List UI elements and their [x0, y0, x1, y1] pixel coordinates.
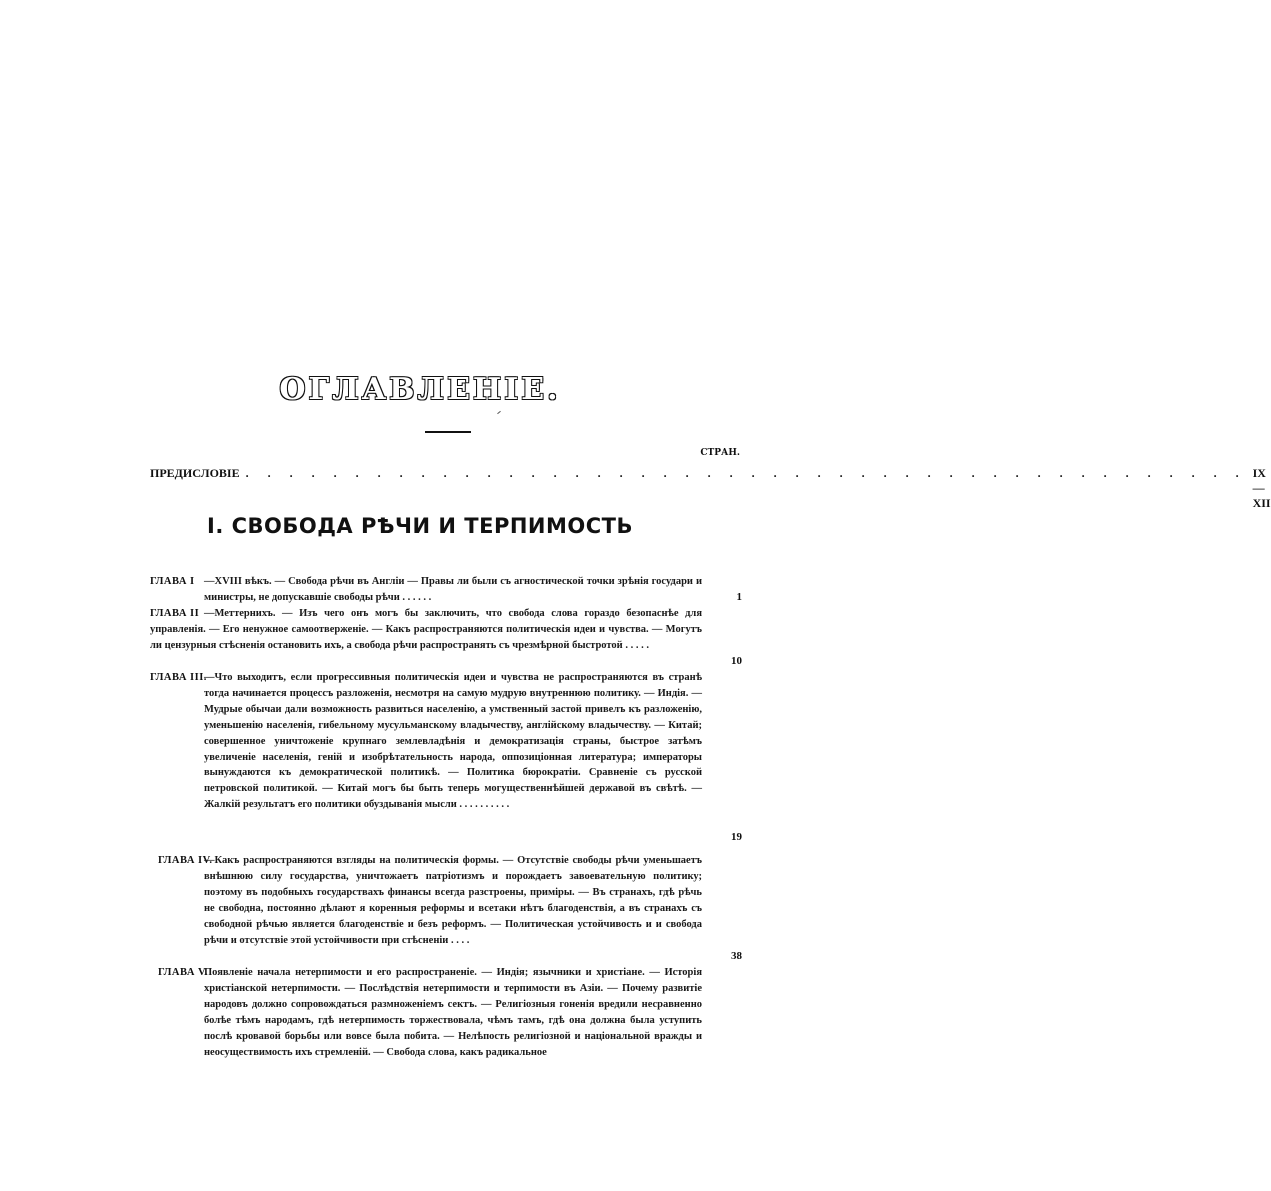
chapter-summary: Появленіе начала нетерпимости и его распространеніе. — Индія; язычники и христіане. — Исторія христіанской нетерпимости. — Послѣдствія нетерпимости и терпимости въ Азіи. — Почему развитіе народовъ должно сопровождаться размноженіемъ сектъ. — Религіозныя гоненія вредили несравненно болѣе тѣмъ народамъ, гдѣ нетерпимость торжествовала, чѣмъ тамъ, гдѣ она должна была уступить послѣ кровавой борьбы или вовсе была побита. — Нелѣпость религіозной и національной вражды и неосуществимость ихъ стремленій. — Свобода слова, какъ радикальное: [204, 967, 702, 1058]
chapter-entry: [150, 965, 742, 1077]
leader-dots: . . . . . . . . . . . . . . . . . . . . . . . . . . . . . . . . . . . . . . . . . . . . . .: [245, 466, 1247, 480]
section-title: I. СВОБОДА РѢЧИ И ТЕРПИМОСТЬ: [207, 514, 633, 538]
chapter-label: ГЛАВА V.: [158, 967, 208, 978]
chapter-page: 10: [731, 655, 742, 667]
chapter-summary: —Какъ распространяются взгляды на политическія формы. — Отсутствіе свободы рѣчи уменьшаетъ внѣшнюю силу государства, уничтожаетъ патріотизмъ и порождаетъ завоевательную политику; поэтому въ подобныхъ государствахъ финансы всегда разстроены, приміры. — Въ странахъ, гдѣ рѣчь не свободна, постоянно дѣлают я коренныя реформы и всетаки нѣтъ благоденствія, а въ странахъ съ свободной рѣчью является благоденствіе и безъ реформъ. — Политическая устойчивость и и свобода рѣчи и отсутствіе этой устойчивости при стѣсненіи . . . .: [204, 855, 702, 946]
chapter-page: 19: [731, 831, 742, 843]
chapter-entry: [150, 853, 742, 965]
chapter-summary: —Что выходитъ, если прогрессивныя политическія идеи и чувства не распространяются въ странѣ тогда начинается процессъ разложенія, несмотря на самую мудрую внутреннюю политику. — Индія. — Мудрые обычаи дали возможность развиться населенію, а умственный застой привелъ къ разложенію, уменьшенію населенія, гибельному мусульманскому владычеству, англійскому владычеству. — Китай; совершенное уничтоженіе крупнаго землевладѣнія и демократизація страны, быстрое затѣмъ увеличеніе населенія, геній и изобрѣтательность народа, оппозиціонная литература; императоры вынуждаются къ демократической политикѣ. — Политика бюрократіи. Сравненіе съ русской петровской политикой. — Китай могъ бы быть теперь могущественнѣйшей державой въ свѣтѣ. — Жалкій результатъ его политики обуздыванія мысли . . . . . . . . . .: [204, 672, 702, 811]
title-rule: [425, 431, 471, 433]
chapter-summary: —Меттернихъ. — Изъ чего онъ могъ бы заключить, что свобода слова гораздо безопаснѣе для управленія. — Его ненужное самоотверженіе. — Какъ распространяются политическія идеи и чувства. — Могутъ ли цензурныя стѣсненія остановить ихъ, а свобода рѣчи распространять съ чрезмѣрной быстротой . . . . .: [150, 608, 702, 651]
chapter-label: ГЛАВА II: [150, 608, 200, 619]
chapter-page: 38: [731, 950, 742, 962]
chapter-label: ГЛАВА III.: [150, 672, 207, 683]
preface-pages: IX—XII: [1252, 466, 1271, 510]
chapter-page: 1: [736, 591, 742, 603]
chapter-label: ГЛАВА IV.: [158, 855, 213, 866]
preface-entry: [150, 466, 1271, 511]
ink-mark: [497, 411, 501, 414]
preface-label: ПРЕДИСЛОВІЕ: [150, 466, 240, 480]
chapter-entry: [150, 670, 742, 846]
chapter-summary: —XVIII вѣкъ. — Свобода рѣчи въ Англіи — Правы ли были съ агностической точки зрѣнія государи и министры, не допускавшіе свободы рѣчи . . . . . .: [204, 576, 702, 603]
page-column-header: СТРАН.: [700, 448, 740, 458]
page-title: ОГЛАВЛЕНІЕ.: [279, 372, 561, 407]
chapter-label: ГЛАВА I: [150, 576, 195, 587]
chapter-entry: [150, 574, 742, 606]
chapter-entry: [150, 606, 742, 670]
